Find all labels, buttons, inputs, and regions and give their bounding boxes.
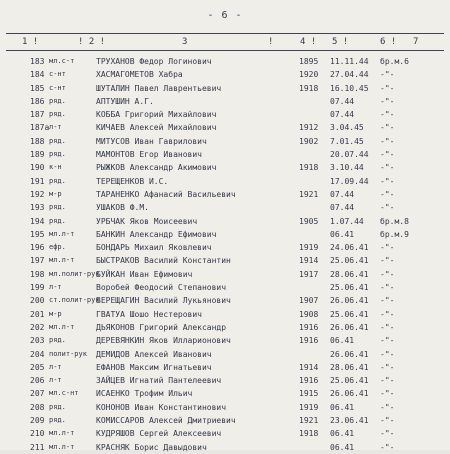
row-rank: полит-рук — [49, 349, 87, 358]
row-date: 25.06.41 — [330, 376, 369, 386]
row-name: ДЬЯКОНОВ Григорий Александр — [96, 322, 227, 332]
table-row — [0, 294, 450, 307]
row-birth-year: 1912 — [299, 123, 319, 133]
row-date: 06.41 — [330, 336, 355, 346]
table-row — [0, 401, 450, 414]
row-birth-year: 1916 — [299, 376, 319, 386]
row-name: УШАКОВ Ф.М. — [96, 203, 149, 213]
row-number: 189 — [30, 150, 45, 160]
table-row — [0, 108, 450, 121]
row-number: 197 — [30, 256, 45, 266]
row-rank: с-нт — [49, 83, 66, 92]
row-rank: мл.л-т — [49, 322, 75, 331]
row-birth-year: 1915 — [299, 389, 319, 399]
col-header-4: 4 ! — [300, 37, 317, 47]
row-date: 06.41 — [330, 429, 355, 439]
row-burial-note: -"- — [380, 83, 395, 93]
row-date: 7.01.45 — [330, 136, 364, 146]
row-rank: ефр. — [49, 243, 66, 252]
table-row — [0, 361, 450, 374]
row-date: 23.06.41 — [330, 416, 369, 426]
row-number: 191 — [30, 176, 45, 186]
row-number: 202 — [30, 322, 45, 332]
row-rank: л-т — [49, 376, 62, 385]
row-burial-note: бр.м.9 — [380, 229, 409, 239]
row-birth-year: 1918 — [299, 83, 319, 93]
header-bottom-rule — [6, 50, 444, 51]
row-name: БЫСТРАКОВ Василий Константин — [96, 256, 231, 266]
row-burial-note: -"- — [380, 176, 395, 186]
row-date: 25.06.41 — [330, 283, 369, 293]
row-rank: л-т — [49, 283, 62, 292]
row-date: 06.41 — [330, 229, 355, 239]
table-row — [0, 374, 450, 387]
row-rank: мл.л-т — [49, 229, 75, 238]
row-burial-note: -"- — [380, 256, 395, 266]
row-number: 186 — [30, 96, 45, 106]
row-burial-note: -"- — [380, 309, 395, 319]
table-row — [0, 228, 450, 241]
row-name: ЕФАНОВ Максим Игнатьевич — [96, 362, 212, 372]
row-number: 196 — [30, 243, 45, 253]
table-row — [0, 281, 450, 294]
row-burial-note: -"- — [380, 402, 395, 412]
row-date: 25.06.41 — [330, 309, 369, 319]
row-rank: ряд. — [49, 136, 66, 145]
row-rank: ряд. — [49, 110, 66, 119]
row-number: 188 — [30, 136, 45, 146]
row-date: 28.06.41 — [330, 362, 369, 372]
row-burial-note: -"- — [380, 296, 395, 306]
row-name: БУЙКАН Иван Ефимович — [96, 269, 193, 279]
row-burial-note: -"- — [380, 269, 395, 279]
col-header-6: 6 ! — [380, 37, 397, 47]
row-rank: л-т — [49, 123, 62, 132]
column-header — [0, 37, 450, 51]
col-header-1: 1 ! — [22, 37, 39, 47]
table-row — [0, 148, 450, 161]
row-date: 17.09.44 — [330, 176, 369, 186]
row-birth-year: 1920 — [299, 70, 319, 80]
row-number: 183 — [30, 57, 45, 66]
table-row — [0, 321, 450, 334]
row-rank: мл.с-т — [49, 57, 75, 65]
row-burial-note: -"- — [380, 336, 395, 346]
row-number: 184 — [30, 70, 45, 80]
row-birth-year: 1921 — [299, 416, 319, 426]
row-burial-note: бр.м.6 — [380, 57, 409, 66]
row-burial-note: -"- — [380, 243, 395, 253]
row-burial-note: -"- — [380, 416, 395, 426]
row-birth-year: 1917 — [299, 269, 319, 279]
row-number: 200 — [30, 296, 45, 306]
table-row — [0, 427, 450, 440]
row-number: 206 — [30, 376, 45, 386]
row-name: ГВАТУА Шошо Нестерович — [96, 309, 202, 319]
row-date: 26.06.41 — [330, 296, 369, 306]
row-rank: ряд. — [49, 336, 66, 345]
row-number: 201 — [30, 309, 45, 319]
row-number: 198 — [30, 269, 45, 279]
row-date: 20.07.44 — [330, 150, 369, 160]
row-burial-note: -"- — [380, 189, 395, 199]
row-date: 26.06.41 — [330, 322, 369, 332]
row-birth-year: 1895 — [299, 57, 319, 66]
row-birth-year: 1918 — [299, 163, 319, 173]
row-burial-note: -"- — [380, 362, 395, 372]
row-name: ТРУХАНОВ Федор Логинович — [96, 57, 212, 66]
row-date: 26.06.41 — [330, 349, 369, 359]
table-row — [0, 268, 450, 281]
row-rank: с-нт — [49, 70, 66, 79]
row-date: 07.44 — [330, 203, 355, 213]
row-name: УРБЧАК Яков Моисеевич — [96, 216, 198, 226]
row-number: 204 — [30, 349, 45, 359]
row-name: ЗАЙЦЕВ Игнатий Пантелеевич — [96, 376, 222, 386]
row-birth-year: 1914 — [299, 362, 319, 372]
table-row — [0, 161, 450, 174]
row-number: 195 — [30, 229, 45, 239]
row-date: 3.04.45 — [330, 123, 364, 133]
row-number: 185 — [30, 83, 45, 93]
row-burial-note: -"- — [380, 322, 395, 332]
row-name: ШУТАЛИН Павел Лаврентьевич — [96, 83, 222, 93]
row-rank: ряд. — [49, 416, 66, 425]
row-date: 24.06.41 — [330, 243, 369, 253]
row-burial-note: -"- — [380, 203, 395, 213]
row-rank: мл.с-нт — [49, 389, 79, 398]
row-name: ТАРАНЕНКО Афанасий Васильевич — [96, 189, 236, 199]
table-row — [0, 135, 450, 148]
row-date: 07.44 — [330, 110, 355, 120]
row-burial-note: -"- — [380, 150, 395, 160]
row-number: 211 — [30, 442, 45, 452]
row-rank: мл.полит-рук — [49, 269, 100, 278]
table-row — [0, 95, 450, 108]
table-row — [0, 121, 450, 134]
row-number: 190 — [30, 163, 45, 173]
row-number: 203 — [30, 336, 45, 346]
row-birth-year: 1914 — [299, 256, 319, 266]
row-number: 194 — [30, 216, 45, 226]
row-burial-note: -"- — [380, 376, 395, 386]
col-header-2: ! 2 ! — [78, 37, 106, 47]
row-birth-year: 1916 — [299, 322, 319, 332]
table-row — [0, 308, 450, 321]
row-name: БОНДАРЬ Михаил Яковлевич — [96, 243, 212, 253]
row-rank: м-р — [49, 309, 62, 318]
row-number: 205 — [30, 362, 45, 372]
row-number: 208 — [30, 402, 45, 412]
row-name: ДЕМИДОВ Алексей Иванович — [96, 349, 212, 359]
row-burial-note: бр.м.8 — [380, 216, 409, 226]
row-number: 192 — [30, 189, 45, 199]
row-burial-note: -"- — [380, 429, 395, 439]
row-birth-year: 1919 — [299, 243, 319, 253]
row-date: 06.41 — [330, 442, 355, 452]
row-number: 187а — [30, 123, 50, 133]
row-date: 26.06.41 — [330, 389, 369, 399]
table-row — [0, 188, 450, 201]
row-name: БАНКИН Александр Ефимович — [96, 229, 217, 239]
table-row — [0, 414, 450, 427]
row-rank: к-н — [49, 163, 62, 172]
row-date: 1.07.44 — [330, 216, 364, 226]
row-rank: ряд. — [49, 96, 66, 105]
row-date: 28.06.41 — [330, 269, 369, 279]
row-name: КРАСНЯК Борис Давыдович — [96, 442, 207, 452]
row-rank: ряд. — [49, 150, 66, 159]
row-date: 27.04.44 — [330, 70, 369, 80]
row-burial-note: -"- — [380, 110, 395, 120]
row-date: 07.44 — [330, 189, 355, 199]
row-rank: мл.л-т — [49, 256, 75, 265]
row-rank: л-т — [49, 362, 62, 371]
table-row — [0, 441, 450, 454]
table-row — [0, 55, 450, 68]
row-name: КУДРЯШОВ Сергей Алексеевич — [96, 429, 222, 439]
row-birth-year: 1919 — [299, 402, 319, 412]
row-name: КОББА Григорий Михайлович — [96, 110, 217, 120]
row-name: КИЧАЕВ Алексей Михайлович — [96, 123, 217, 133]
row-burial-note: -"- — [380, 163, 395, 173]
row-birth-year: 1902 — [299, 136, 319, 146]
row-rank: ряд. — [49, 203, 66, 212]
row-rank: мл.л-т — [49, 429, 75, 438]
row-number: 209 — [30, 416, 45, 426]
row-birth-year: 1907 — [299, 296, 319, 306]
row-name: МАМОНТОВ Егор Иванович — [96, 150, 202, 160]
row-number: 193 — [30, 203, 45, 213]
row-name: ХАСМАГОМЕТОВ Хабра — [96, 70, 183, 80]
row-burial-note: -"- — [380, 283, 395, 293]
table-row — [0, 82, 450, 95]
row-name: ТЕРЕЩЕНКОВ И.С. — [96, 176, 169, 186]
table-row — [0, 387, 450, 400]
row-name: Воробей Феодосий Степанович — [96, 283, 227, 293]
row-burial-note: -"- — [380, 96, 395, 106]
row-number: 199 — [30, 283, 45, 293]
col-header-7: 7 — [413, 37, 419, 47]
page-number: - 6 - — [207, 10, 243, 21]
row-burial-note: -"- — [380, 70, 395, 80]
row-birth-year: 1905 — [299, 216, 319, 226]
table-row — [0, 215, 450, 228]
header-top-rule — [6, 33, 444, 34]
row-name: АПТУШИН А.Г. — [96, 96, 154, 106]
row-rank: ряд. — [49, 216, 66, 225]
row-burial-note: -"- — [380, 442, 395, 452]
row-birth-year: 1918 — [299, 429, 319, 439]
table-row — [0, 254, 450, 267]
row-burial-note: -"- — [380, 123, 395, 133]
row-date: 16.10.45 — [330, 83, 369, 93]
table-row — [0, 201, 450, 214]
row-date: 25.06.41 — [330, 256, 369, 266]
record-list — [0, 55, 450, 450]
table-row — [0, 348, 450, 361]
table-row — [0, 175, 450, 188]
col-header-3: 3 — [182, 37, 188, 47]
row-name: ВЕРЕЩАГИН Василий Лукьянович — [96, 296, 231, 306]
row-birth-year: 1916 — [299, 336, 319, 346]
row-number: 207 — [30, 389, 45, 399]
row-number: 187 — [30, 110, 45, 120]
row-name: МИТУСОВ Иван Гаврилович — [96, 136, 207, 146]
row-birth-year: 1921 — [299, 189, 319, 199]
col-header-5: 5 ! — [332, 37, 349, 47]
row-name: КОНОНОВ Иван Константинович — [96, 402, 227, 412]
row-name: КОМИССАРОВ Алексей Дмитриевич — [96, 416, 236, 426]
row-name: РЫЖКОВ Александр Акимович — [96, 163, 217, 173]
row-date: 3.10.44 — [330, 163, 364, 173]
row-burial-note: -"- — [380, 349, 395, 359]
row-number: 210 — [30, 429, 45, 439]
row-name: ДЕРЕВЯНКИН Яков Илларионович — [96, 336, 231, 346]
row-rank: мл.л-т — [49, 442, 75, 451]
col-header-sep: ! — [268, 37, 274, 47]
table-row — [0, 68, 450, 81]
row-rank: ряд. — [49, 402, 66, 411]
row-rank: ряд. — [49, 176, 66, 185]
row-burial-note: -"- — [380, 389, 395, 399]
row-rank: ст.полит-рук — [49, 296, 100, 305]
table-row — [0, 241, 450, 254]
row-burial-note: -"- — [380, 136, 395, 146]
row-name: ИСАЕНКО Трофим Ильич — [96, 389, 193, 399]
table-row — [0, 334, 450, 347]
row-date: 06.41 — [330, 402, 355, 412]
row-date: 07.44 — [330, 96, 355, 106]
row-birth-year: 1908 — [299, 309, 319, 319]
row-date: 11.11.44 — [330, 57, 369, 66]
row-rank: м-р — [49, 189, 62, 198]
